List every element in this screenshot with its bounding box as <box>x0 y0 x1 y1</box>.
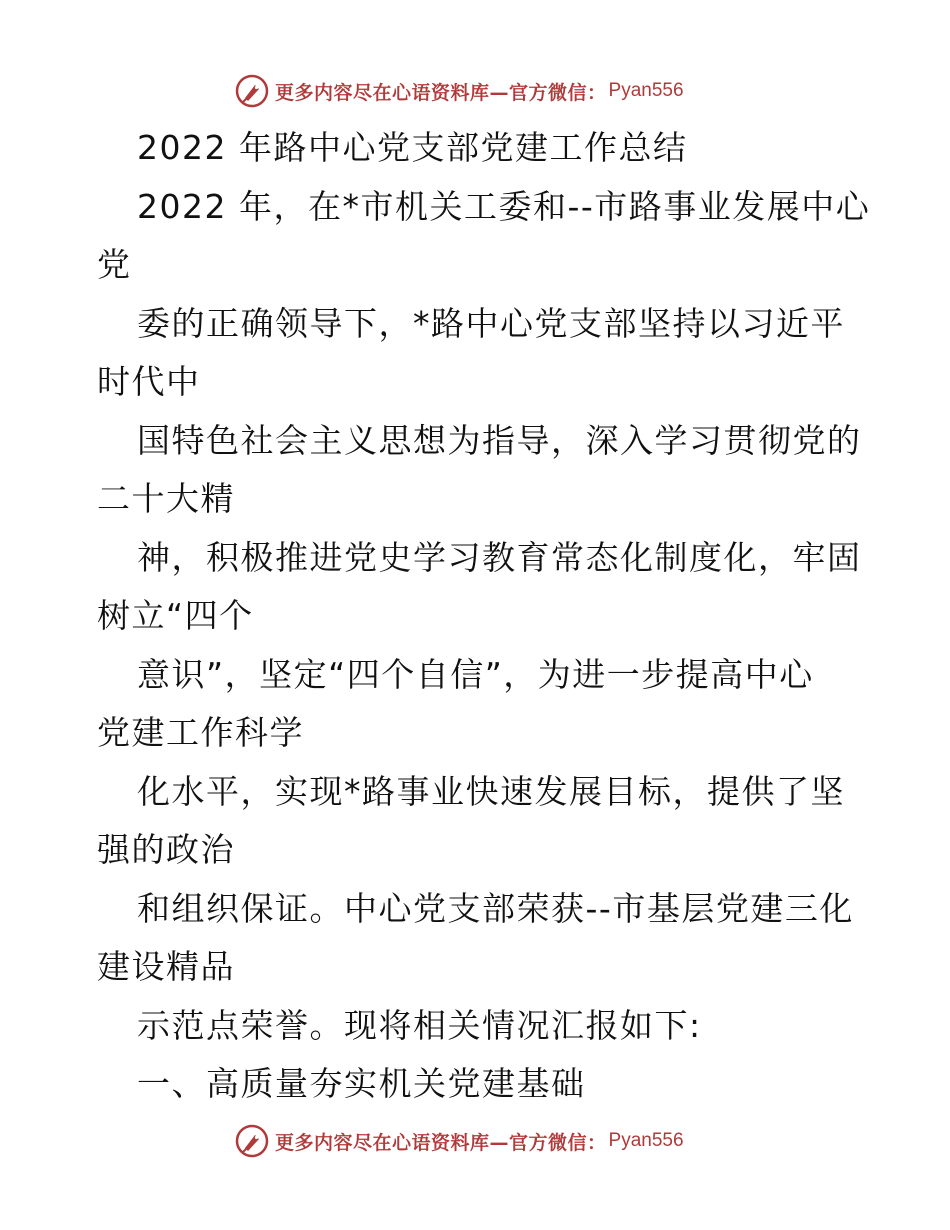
pen-nib-logo-icon <box>235 74 269 108</box>
paragraph-line: 树立“四个 <box>97 596 254 635</box>
paragraph-line: 示范点荣誉。现将相关情况汇报如下: <box>137 1006 702 1045</box>
paragraph-line: 委的正确领导下，*路中心党支部坚持以习近平 <box>137 304 845 343</box>
document-title: 2022 年路中心党支部党建工作总结 <box>137 128 688 167</box>
watermark-brand-text: 更多内容尽在心语资料库—官方微信： <box>275 81 607 104</box>
pen-nib-logo-icon <box>235 1124 269 1158</box>
paragraph-line: 建设精品 <box>97 947 235 986</box>
header-watermark <box>235 74 684 108</box>
paragraph-line: 党 <box>97 245 132 284</box>
section-heading: 一、高质量夯实机关党建基础 <box>137 1064 586 1103</box>
watermark-brand-text: 更多内容尽在心语资料库—官方微信： <box>275 1131 607 1154</box>
watermark-wechat-id: Pyan556 <box>608 80 684 101</box>
paragraph-line: 2022 年，在*市机关工委和--市路事业发展中心 <box>137 187 871 226</box>
paragraph-line: 和组织保证。中心党支部荣获--市基层党建三化 <box>137 889 854 928</box>
paragraph-line: 意识”，坚定“四个自信”，为进一步提高中心 <box>137 655 814 694</box>
paragraph-line: 党建工作科学 <box>97 713 304 752</box>
paragraph-line: 二十大精 <box>97 479 235 518</box>
paragraph-line: 化水平，实现*路事业快速发展目标，提供了坚 <box>137 772 845 811</box>
footer-watermark <box>235 1124 684 1158</box>
paragraph-line: 时代中 <box>97 362 201 401</box>
paragraph-line: 国特色社会主义思想为指导，深入学习贯彻党的 <box>137 421 862 460</box>
paragraph-line: 强的政治 <box>97 830 235 869</box>
watermark-wechat-id: Pyan556 <box>608 1130 684 1151</box>
paragraph-line: 神，积极推进党史学习教育常态化制度化，牢固 <box>137 538 862 577</box>
